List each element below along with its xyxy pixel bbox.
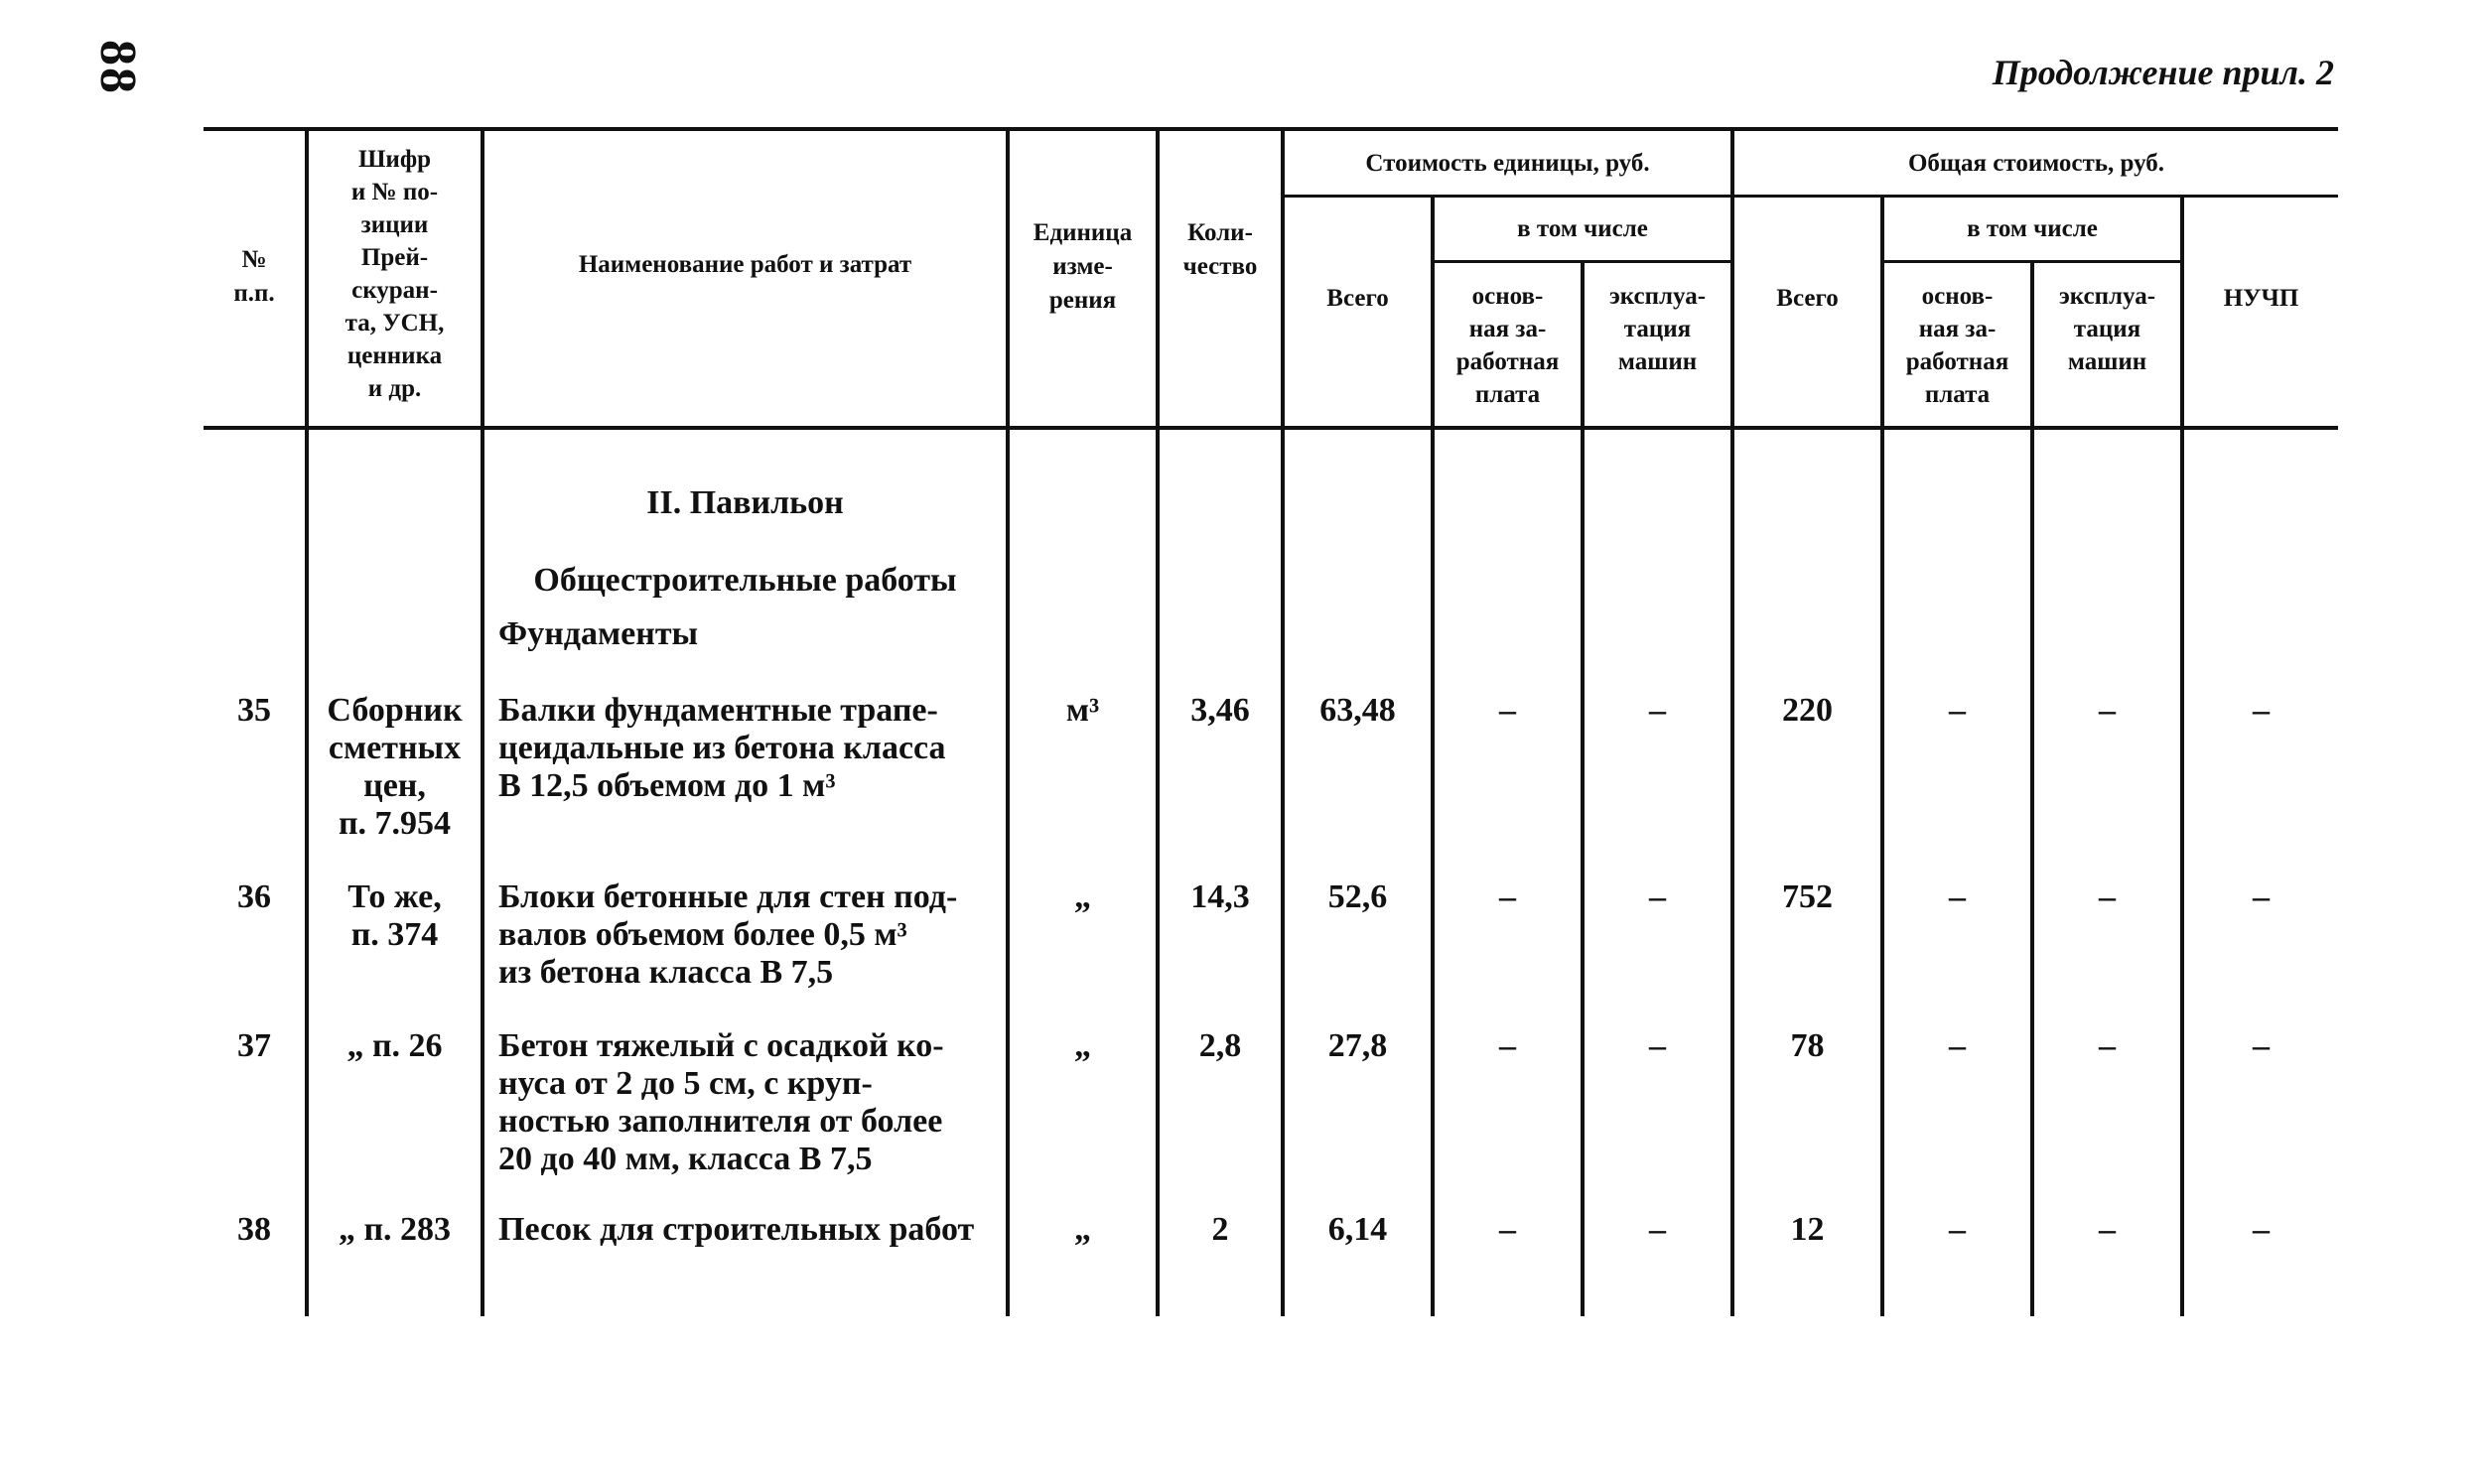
row-total-all: 752 (1782, 878, 1833, 915)
row-qty: 2,8 (1198, 1027, 1242, 1064)
row-qty: 3,46 (1190, 692, 1250, 729)
row-total-wage: – (1949, 1211, 1966, 1248)
continuation-label: Продолжение прил. 2 (1992, 53, 2334, 92)
row-unit-machines: – (1649, 1027, 1666, 1064)
header-total-all: Всего (1776, 285, 1839, 312)
row-code: „ п. 283 (338, 1211, 452, 1248)
row-unit-machines: – (1649, 1211, 1666, 1248)
row-total-machines: – (2099, 692, 2116, 729)
row-unit-wage: – (1499, 1211, 1516, 1248)
row-unit-all: 63,48 (1319, 692, 1396, 729)
row-nuchp: – (2253, 1211, 2270, 1248)
row-code: „ п. 26 (346, 1027, 443, 1064)
col-divider (2180, 195, 2184, 1316)
header-unit: Единица изме- рения (1033, 219, 1133, 314)
row-name: Бетон тяжелый с осадкой ко- нуса от 2 до 5 см, с круп- ностью заполнителя от более 20 до 40 мм, класса В 7,5 (498, 1027, 944, 1177)
row-num: 36 (237, 878, 271, 915)
section-subtitle: Общестроительные работы (533, 562, 957, 599)
row-name: Песок для строительных работ (498, 1211, 975, 1248)
row-num: 37 (237, 1027, 271, 1064)
section-group: Фундаменты (498, 615, 699, 652)
row-unit-machines: – (1649, 692, 1666, 729)
header-bottom-rule (204, 426, 2338, 430)
header-total-cost: Общая стоимость, руб. (1907, 150, 2165, 177)
row-unit-all: 27,8 (1327, 1027, 1388, 1064)
header-total-machines: эксплуа- тация машин (2058, 283, 2156, 375)
table-top-rule (204, 127, 2338, 131)
row-qty: 2 (1211, 1211, 1229, 1248)
row-unit: „ (1074, 1211, 1091, 1248)
header-unit-cost: Стоимость единицы, руб. (1365, 150, 1650, 177)
row-total-machines: – (2099, 1027, 2116, 1064)
row-unit-all: 52,6 (1327, 878, 1388, 915)
row-name: Блоки бетонные для стен под- валов объемом более 0,5 м³ из бетона класса В 7,5 (498, 878, 958, 991)
row-unit: „ (1074, 1027, 1091, 1064)
header-unit-wage: основ- ная за- работная плата (1455, 283, 1560, 408)
header-name: Наименование работ и затрат (578, 251, 912, 278)
row-total-all: 78 (1790, 1027, 1825, 1064)
row-nuchp: – (2253, 692, 2270, 729)
row-num: 38 (237, 1211, 271, 1248)
row-name: Балки фундаментные трапе- цеидальные из бетона класса В 12,5 объемом до 1 м³ (498, 692, 946, 804)
row-nuchp: – (2253, 878, 2270, 915)
col-divider (481, 127, 484, 1316)
page-number: 88 (89, 40, 146, 95)
row-total-wage: – (1949, 878, 1966, 915)
row-code: То же, п. 374 (347, 878, 442, 953)
row-total-wage: – (1949, 692, 1966, 729)
row-qty: 14,3 (1190, 878, 1250, 915)
col-divider (2030, 260, 2034, 1316)
row-unit-wage: – (1499, 1027, 1516, 1064)
header-total-wage: основ- ная за- работная плата (1905, 283, 2009, 408)
header-total-incl: в том числе (1967, 215, 2098, 242)
header-num: № п.п. (233, 246, 275, 307)
col-divider (1581, 260, 1585, 1316)
row-total-machines: – (2099, 878, 2116, 915)
row-total-all: 12 (1790, 1211, 1825, 1248)
row-unit: „ (1074, 878, 1091, 915)
row-unit-machines: – (1649, 878, 1666, 915)
row-total-wage: – (1949, 1027, 1966, 1064)
row-code: Сборник сметных цен, п. 7.954 (327, 692, 463, 842)
row-total-all: 220 (1782, 692, 1833, 729)
header-code: Шифр и № по- зиции Прей- скуран- та, УСН, ценника и др. (345, 146, 445, 402)
header-unit-all: Всего (1326, 285, 1389, 312)
header-nuchp: НУЧП (2223, 285, 2299, 312)
row-unit: м³ (1065, 692, 1100, 729)
row-num: 35 (237, 692, 271, 729)
row-unit-all: 6,14 (1327, 1211, 1388, 1248)
section-title: II. Павильон (646, 484, 844, 521)
row-total-machines: – (2099, 1211, 2116, 1248)
row-nuchp: – (2253, 1027, 2270, 1064)
header-unit-machines: эксплуа- тация машин (1608, 283, 1707, 375)
header-qty: Коли- чество (1182, 219, 1258, 280)
row-unit-wage: – (1499, 692, 1516, 729)
row-unit-wage: – (1499, 878, 1516, 915)
header-unit-incl: в том числе (1517, 215, 1648, 242)
